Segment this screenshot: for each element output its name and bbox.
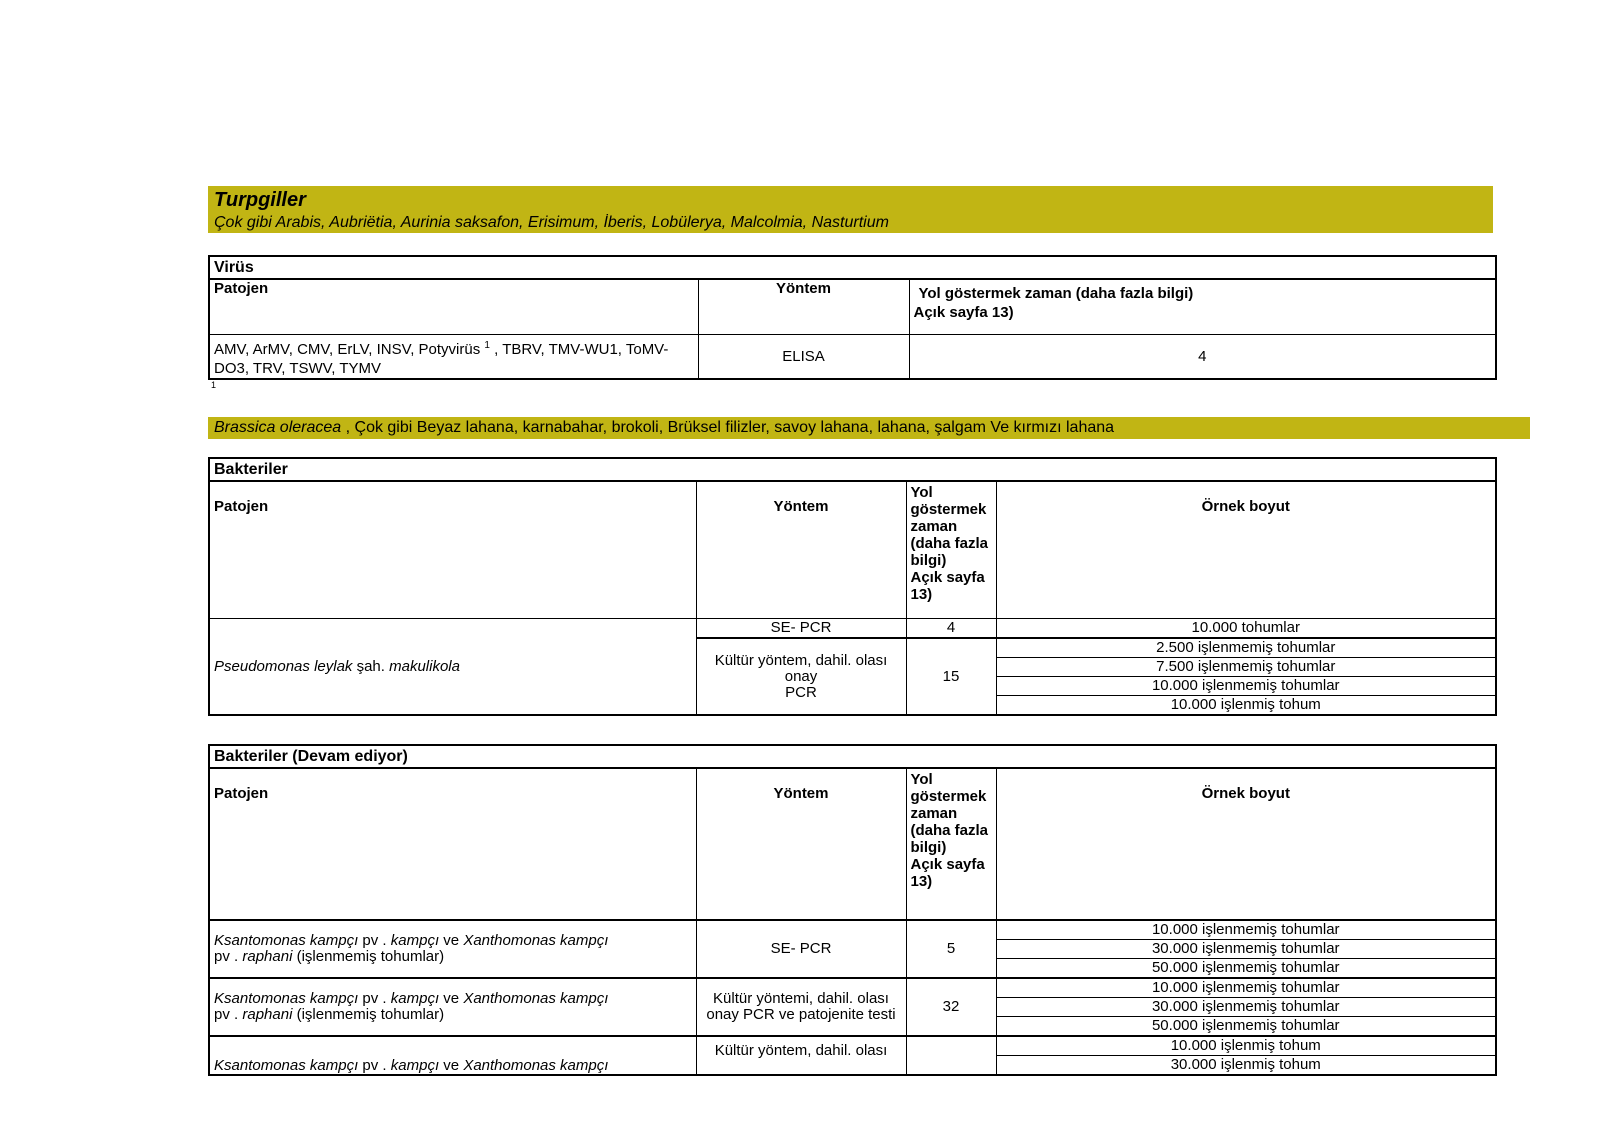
bacteria-cont-col-header-time xyxy=(906,768,996,920)
bacteria-method2-line2: PCR xyxy=(785,683,817,701)
virus-pathogen-footnote-ref: 1 xyxy=(484,339,490,351)
bacteria-cont-time-cell-1: 5 xyxy=(906,920,996,978)
bacteria-cont-pathogen-cell-3: Ksantomonas kampçı pv . kampçı ve Xanthomonas kampçı xyxy=(209,1036,696,1075)
bacteria-cont-pathogen-cell-1: Ksantomonas kampçı pv . kampçı ve Xanthomonas kampçı pv . raphani (işlenmemiş tohumlar) xyxy=(209,920,696,978)
virus-section-title: Virüs xyxy=(209,256,1496,279)
bacteria-cont-sample-cell: 10.000 işlenmemiş tohumlar xyxy=(996,920,1496,940)
bacteria-col-header-sample: Örnek boyut xyxy=(996,481,1496,619)
bacteria-cont-method-cell-2 xyxy=(696,978,906,1036)
bacteria-cont-col-header-time-line1: Yol göstermek zaman (daha fazla bilgi) xyxy=(910,771,989,856)
bacteria-cont-time-cell-2: 32 xyxy=(906,978,996,1036)
bacteria-cont-col-header-pathogen: Patojen xyxy=(209,768,696,920)
crop-common-names: , Çok gibi Beyaz lahana, karnabahar, brokoli, Brüksel filizler, savoy lahana, lahana, şalgam Ve kırmızı lahana xyxy=(341,419,1115,436)
bacteria-col-header-method: Yöntem xyxy=(696,481,906,619)
method-line1: SE- PCR xyxy=(770,940,832,957)
bacteria-cont-sample-cell: 10.000 işlenmemiş tohumlar xyxy=(996,978,1496,998)
virus-col-header-method: Yöntem xyxy=(698,279,909,335)
bacteria-sample-cell: 7.500 işlenmemiş tohumlar xyxy=(996,658,1496,677)
virus-col-header-time-line1: Yol göstermek zaman (daha fazla bilgi) xyxy=(918,285,1194,302)
bacteria-time2-cell: 15 xyxy=(906,638,996,715)
virus-method-cell: ELISA xyxy=(698,335,909,380)
bacteria-sample-cell: 10.000 işlenmiş tohum xyxy=(996,696,1496,716)
bacteria-sample-cell: 10.000 tohumlar xyxy=(996,619,1496,639)
bacteria-cont-sample-cell: 10.000 işlenmiş tohum xyxy=(996,1036,1496,1056)
bacteria-col-header-time-line2: Açık sayfa 13) xyxy=(910,569,985,603)
bacteria-cont-sample-cell: 50.000 işlenmemiş tohumlar xyxy=(996,1017,1496,1037)
bacteria-method1-cell: SE- PCR xyxy=(696,619,906,639)
method-line1: Kültür yöntem, dahil. olası xyxy=(714,1042,888,1059)
bacteria-col-header-time-line1: Yol göstermek zaman (daha fazla bilgi) xyxy=(910,484,989,569)
virus-pathogen-list: AMV, ArMV, CMV, ErLV, INSV, Potyvirüs xyxy=(214,340,485,358)
virus-col-header-time-line2: Açık sayfa 13) xyxy=(913,304,1014,321)
bacteria-col-header-pathogen: Patojen xyxy=(209,481,696,619)
method-line1: Kültür yöntemi, dahil. olası xyxy=(713,990,889,1007)
bacteria-cont-sample-cell: 30.000 işlenmiş tohum xyxy=(996,1056,1496,1076)
family-title: Turpgiller xyxy=(214,189,306,211)
bacteria-continued-table xyxy=(208,744,1497,1076)
bacteria-cont-section-title: Bakteriler (Devam ediyor) xyxy=(209,745,1496,768)
family-header-band xyxy=(208,186,1493,233)
crop-species-name: Brassica oleracea xyxy=(214,419,342,436)
bacteria-method2-line1: Kültür yöntem, dahil. olası onay xyxy=(714,651,888,685)
bacteria-col-header-time xyxy=(906,481,996,619)
crop-header-band xyxy=(208,417,1530,439)
method-line2: onay PCR ve patojenite testi xyxy=(706,1006,896,1023)
virus-table xyxy=(208,255,1497,380)
bacteria-cont-col-header-sample: Örnek boyut xyxy=(996,768,1496,920)
bacteria-cont-time-cell-3 xyxy=(906,1036,996,1075)
virus-col-header-pathogen: Patojen xyxy=(209,279,698,335)
bacteria-cont-col-header-method: Yöntem xyxy=(696,768,906,920)
bacteria-section-title: Bakteriler xyxy=(209,458,1496,481)
footnote-marker: 1 xyxy=(211,380,217,390)
bacteria-sample-cell: 2.500 işlenmemiş tohumlar xyxy=(996,638,1496,658)
family-species-list: Çok gibi Arabis, Aubriëtia, Aurinia saksafon, Erisimum, İberis, Lobülerya, Malcolmia, Nasturtium xyxy=(214,214,889,231)
bacteria-method2-cell xyxy=(696,638,906,715)
virus-pathogen-cell xyxy=(209,335,698,380)
virus-pathogen-list-rest: , TBRV, TMV-WU1, ToMV-DO3, TRV, TSWV, TYMV xyxy=(214,340,669,377)
bacteria-sample-cell: 10.000 işlenmemiş tohumlar xyxy=(996,677,1496,696)
bacteria-cont-method-cell-1 xyxy=(696,920,906,978)
bacteria-cont-sample-cell: 30.000 işlenmemiş tohumlar xyxy=(996,998,1496,1017)
bacteria-time1-cell: 4 xyxy=(906,619,996,639)
bacteria-cont-col-header-time-line2: Açık sayfa 13) xyxy=(910,856,985,890)
bacteria-table xyxy=(208,457,1497,716)
bacteria-pathogen-cell: Pseudomonas leylak şah. makulikola xyxy=(209,619,696,716)
bacteria-cont-method-cell-3 xyxy=(696,1036,906,1075)
virus-time-cell: 4 xyxy=(909,335,1496,380)
bacteria-cont-sample-cell: 30.000 işlenmemiş tohumlar xyxy=(996,940,1496,959)
page xyxy=(208,186,1538,1076)
bacteria-cont-sample-cell: 50.000 işlenmemiş tohumlar xyxy=(996,959,1496,979)
bacteria-cont-pathogen-cell-2: Ksantomonas kampçı pv . kampçı ve Xanthomonas kampçı pv . raphani (işlenmemiş tohumlar) xyxy=(209,978,696,1036)
virus-col-header-time xyxy=(909,279,1496,335)
